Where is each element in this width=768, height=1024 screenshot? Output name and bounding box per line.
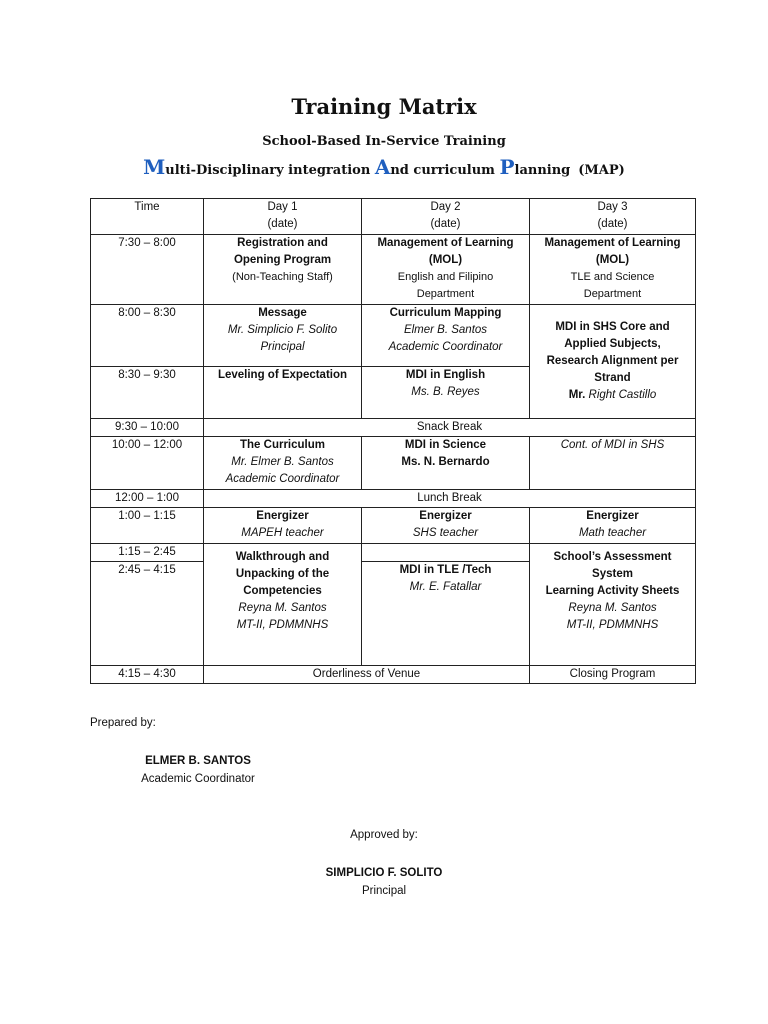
prepared-by-title: Academic Coordinator	[141, 773, 255, 785]
time-cell: 2:45 – 4:15	[91, 562, 204, 666]
day1-cell: Registration and Opening Program (Non-Teaching Staff)	[204, 235, 362, 305]
day1-cell: The Curriculum Mr. Elmer B. Santos Academic Coordinator	[204, 437, 362, 490]
closing-program-cell: Closing Program	[530, 666, 696, 684]
day3-cell: Energizer Math teacher	[530, 508, 696, 544]
time-cell: 7:30 – 8:00	[91, 235, 204, 305]
approved-by-label: Approved by:	[350, 829, 418, 841]
training-matrix-table	[90, 198, 696, 684]
prepared-by-signatory	[118, 752, 278, 788]
document-subtitle: School-Based In-Service Training	[262, 134, 506, 149]
time-cell: 12:00 – 1:00	[91, 490, 204, 508]
document-title: Training Matrix	[291, 94, 477, 119]
day2-cell: Curriculum Mapping Elmer B. Santos Academic Coordinator	[362, 305, 530, 367]
day2-cell: MDI in English Ms. B. Reyes	[362, 367, 530, 419]
header-time: Time	[91, 199, 204, 235]
table-row	[91, 508, 696, 544]
day1-cell: Walkthrough and Unpacking of the Competencies Reyna M. Santos MT-II, PDMMNHS	[204, 544, 362, 666]
time-cell: 4:15 – 4:30	[91, 666, 204, 684]
header-day-2: Day 2 (date)	[362, 199, 530, 235]
orderliness-cell: Orderliness of Venue	[204, 666, 530, 684]
table-row	[91, 666, 696, 684]
day1-cell: Message Mr. Simplicio F. Solito Principal	[204, 305, 362, 367]
program-initial-a: A	[374, 155, 391, 179]
header-day-3: Day 3 (date)	[530, 199, 696, 235]
day1-cell: Energizer MAPEH teacher	[204, 508, 362, 544]
snack-break-cell: Snack Break	[204, 419, 696, 437]
lunch-break-cell: Lunch Break	[204, 490, 696, 508]
day2-cell: MDI in Science Ms. N. Bernardo	[362, 437, 530, 490]
approved-by-title: Principal	[361, 885, 407, 897]
program-word-2: nd curriculum	[390, 163, 500, 178]
day1-cell: Leveling of Expectation	[204, 367, 362, 419]
table-row	[91, 437, 696, 490]
day3-cell: Cont. of MDI in SHS	[530, 437, 696, 490]
time-cell: 10:00 – 12:00	[91, 437, 204, 490]
program-initial-m: M	[143, 155, 166, 179]
time-cell: 1:00 – 1:15	[91, 508, 204, 544]
program-title	[0, 155, 768, 179]
day2-cell-empty	[362, 544, 530, 562]
time-cell: 9:30 – 10:00	[91, 419, 204, 437]
program-word-1: ulti-Disciplinary integration	[165, 163, 375, 178]
day3-cell: Management of Learning (MOL) TLE and Science Department	[530, 235, 696, 305]
table-row-break	[91, 490, 696, 508]
prepared-by-name: ELMER B. SANTOS	[145, 755, 251, 767]
approved-by-name: SIMPLICIO F. SOLITO	[325, 867, 443, 879]
table-row	[91, 235, 696, 305]
day2-cell: MDI in TLE /Tech Mr. E. Fatallar	[362, 562, 530, 666]
approved-by-signatory	[0, 864, 768, 900]
program-abbreviation: (MAP)	[578, 163, 625, 178]
program-word-3: lanning	[514, 163, 571, 178]
time-cell: 8:00 – 8:30	[91, 305, 204, 367]
day3-cell: School’s Assessment System Learning Activity Sheets Reyna M. Santos MT-II, PDMMNHS	[530, 544, 696, 666]
table-header-row	[91, 199, 696, 235]
time-cell: 8:30 – 9:30	[91, 367, 204, 419]
program-initial-p: P	[499, 155, 515, 179]
table-row	[91, 305, 696, 367]
table-row	[91, 544, 696, 562]
prepared-by-label: Prepared by:	[90, 717, 156, 729]
header-day-1: Day 1 (date)	[204, 199, 362, 235]
time-cell: 1:15 – 2:45	[91, 544, 204, 562]
day3-cell-shs-mdi: MDI in SHS Core and Applied Subjects, Research Alignment per Strand Mr. Right Castillo	[530, 305, 696, 419]
day2-cell: Energizer SHS teacher	[362, 508, 530, 544]
day2-cell: Management of Learning (MOL) English and Filipino Department	[362, 235, 530, 305]
table-row-break	[91, 419, 696, 437]
